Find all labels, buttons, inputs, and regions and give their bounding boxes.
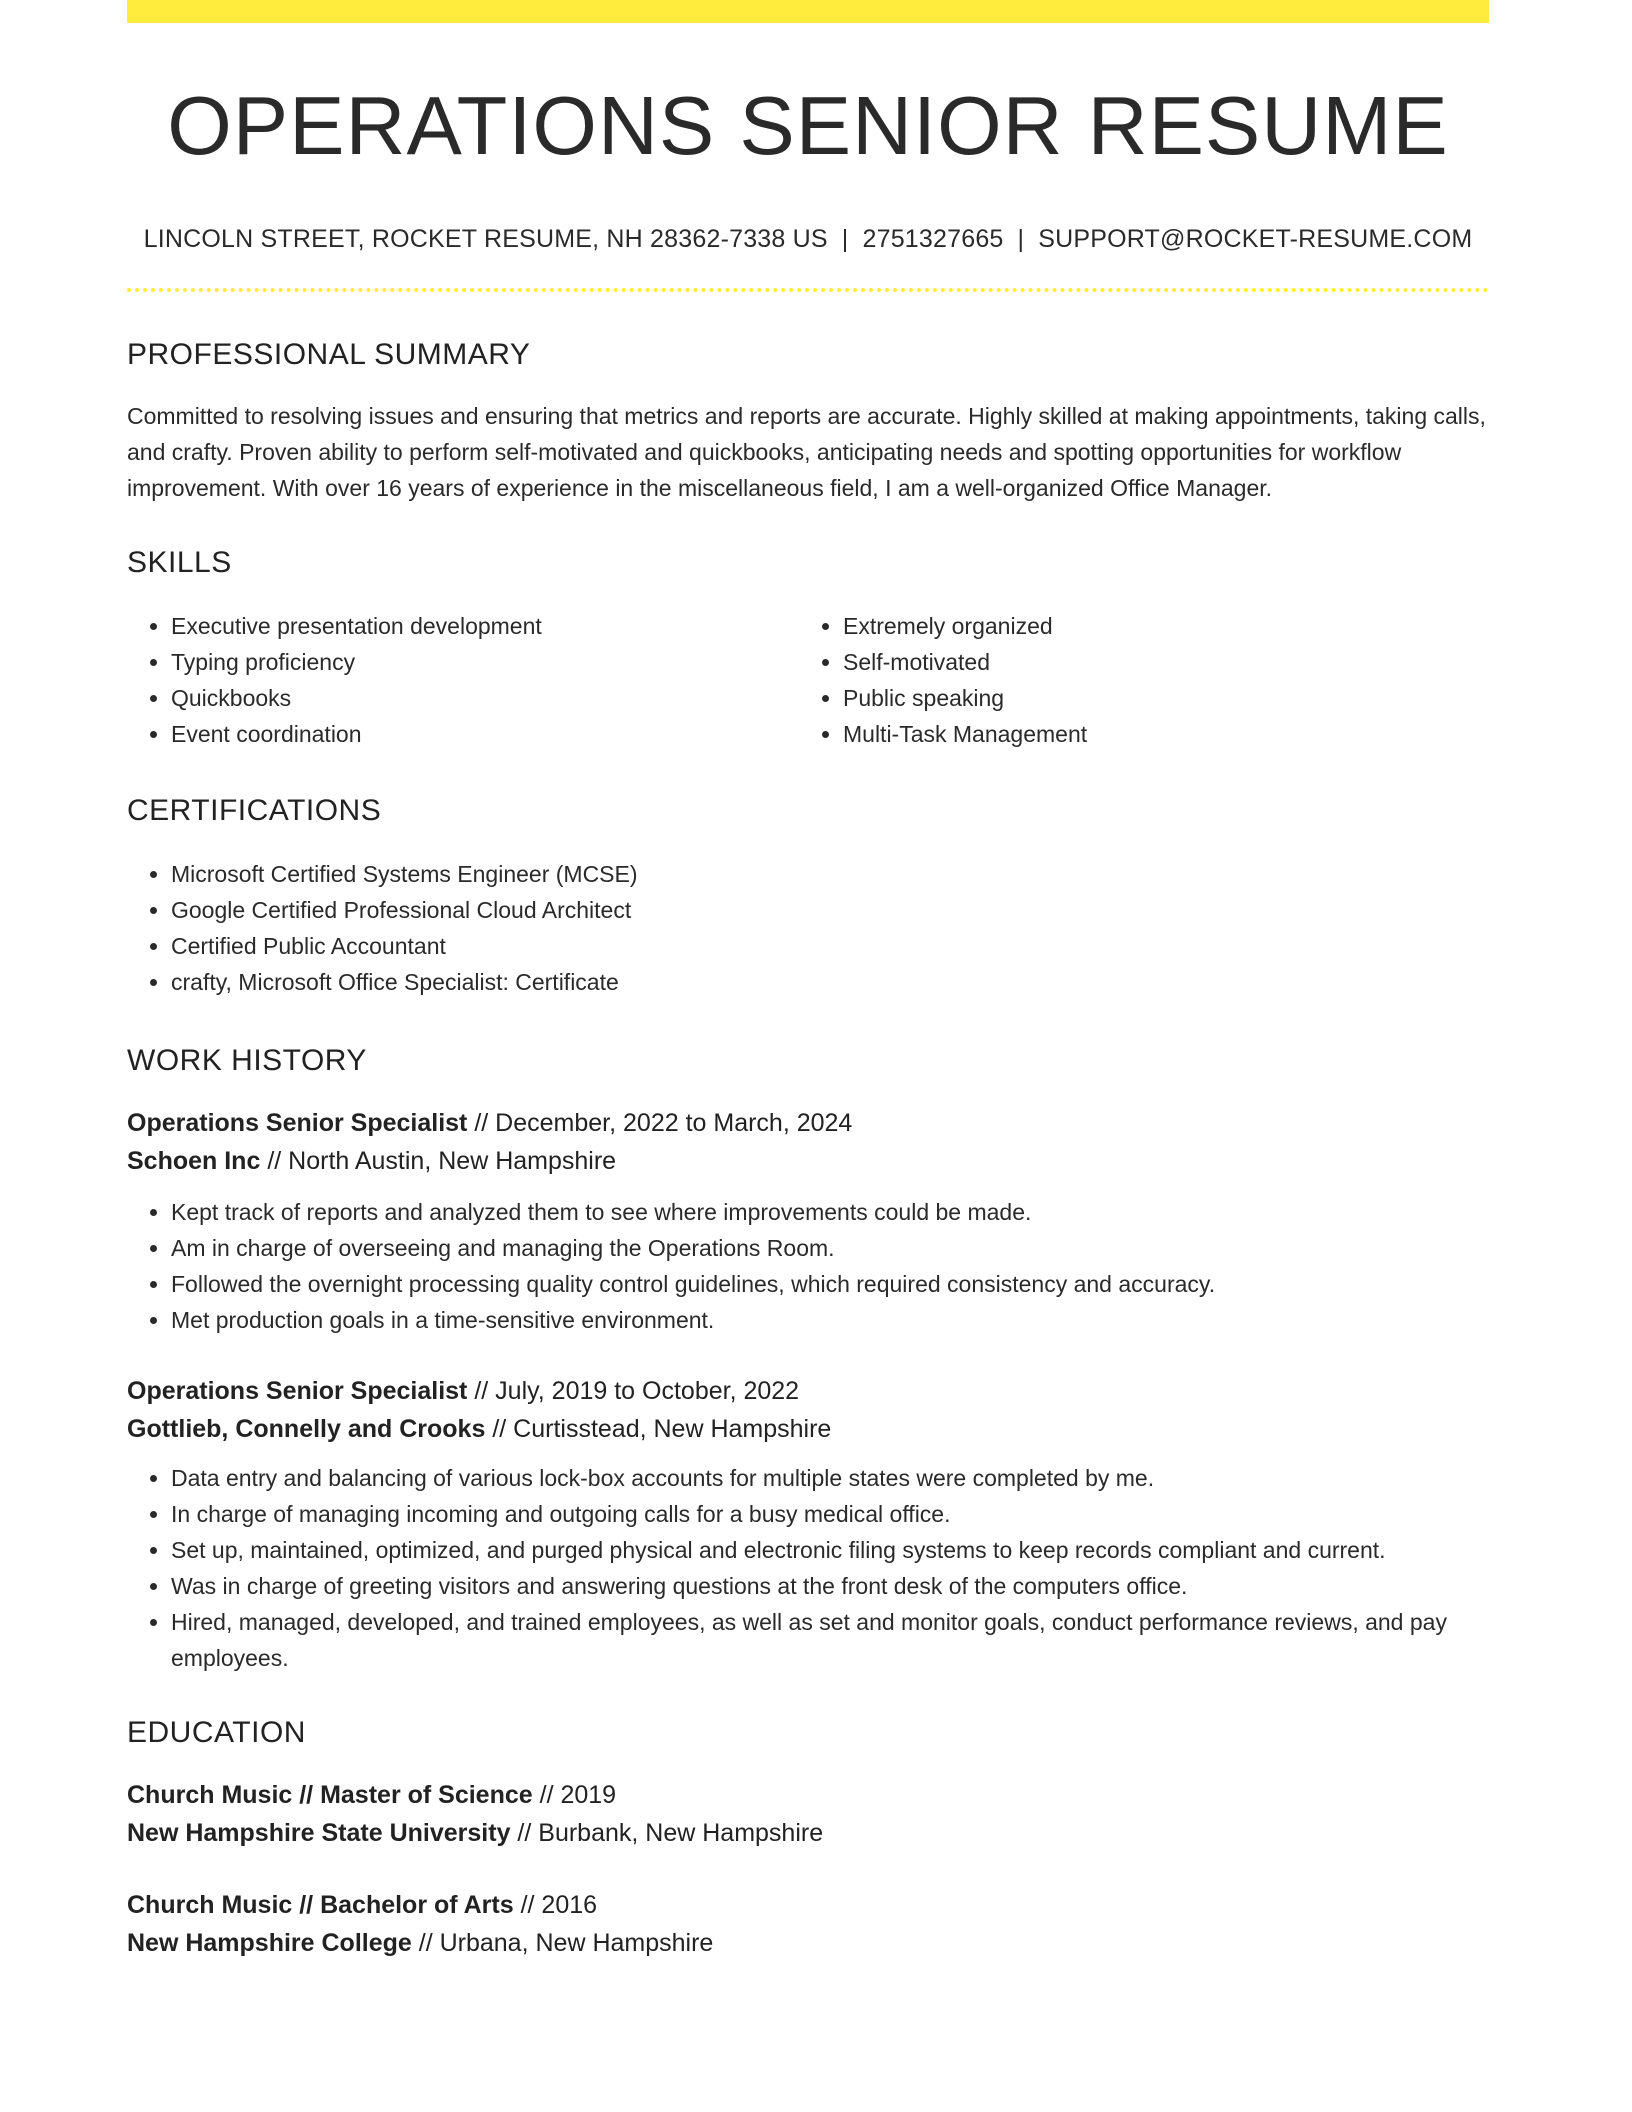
job-bullets — [127, 1460, 1489, 1676]
certification-item: • crafty, Microsoft Office Specialist: Certificate — [171, 964, 1489, 1000]
skills-column-left — [127, 608, 799, 752]
skill-item: • Public speaking — [843, 680, 1471, 716]
education-degree: Church Music // Bachelor of Arts — [127, 1891, 514, 1920]
education-location: // Urbana, New Hampshire — [411, 1929, 714, 1958]
education-entry — [127, 1776, 1489, 1852]
top-accent-bar — [127, 0, 1489, 23]
job-entry — [127, 1372, 1489, 1676]
section-title-certifications: CERTIFICATIONS — [127, 794, 382, 828]
job-bullet: • Followed the overnight processing quality control guidelines, which required consistency and accuracy. — [171, 1266, 1489, 1302]
skill-item: • Event coordination — [171, 716, 799, 752]
contact-separator: | — [841, 225, 849, 254]
education-school-line — [127, 1814, 1489, 1852]
job-dates: // December, 2022 to March, 2024 — [467, 1109, 853, 1138]
contact-email: SUPPORT@ROCKET-RESUME.COM — [1038, 225, 1473, 254]
resume-title: OPERATIONS SENIOR RESUME — [167, 79, 1449, 172]
skill-item: • Executive presentation development — [171, 608, 799, 644]
skill-item: • Multi-Task Management — [843, 716, 1471, 752]
job-bullet: • In charge of managing incoming and outgoing calls for a busy medical office. — [171, 1496, 1489, 1532]
job-role-line — [127, 1372, 1489, 1410]
job-role: Operations Senior Specialist — [127, 1377, 468, 1406]
job-bullet: • Set up, maintained, optimized, and purged physical and electronic filing systems to keep records compliant and current. — [171, 1532, 1489, 1568]
job-bullet: • Am in charge of overseeing and managing the Operations Room. — [171, 1230, 1489, 1266]
resume-page — [127, 0, 1489, 1962]
job-bullet: • Data entry and balancing of various lock-box accounts for multiple states were completed by me. — [171, 1460, 1489, 1496]
job-location: // North Austin, New Hampshire — [260, 1147, 617, 1176]
education-year: // 2016 — [513, 1891, 598, 1920]
job-role: Operations Senior Specialist — [127, 1109, 468, 1138]
job-company: Gottlieb, Connelly and Crooks — [127, 1415, 486, 1444]
skill-item: • Extremely organized — [843, 608, 1471, 644]
certification-item: • Microsoft Certified Systems Engineer (MCSE) — [171, 856, 1489, 892]
certification-item: • Certified Public Accountant — [171, 928, 1489, 964]
contact-line — [127, 225, 1489, 254]
job-location: // Curtisstead, New Hampshire — [485, 1415, 832, 1444]
education-location: // Burbank, New Hampshire — [510, 1819, 824, 1848]
contact-address: LINCOLN STREET, ROCKET RESUME, NH 28362-7338 US — [143, 225, 828, 254]
education-school-line — [127, 1924, 1489, 1962]
job-bullets — [127, 1194, 1489, 1338]
education-school: New Hampshire State University — [127, 1819, 511, 1848]
education-degree-line — [127, 1886, 1489, 1924]
section-title-work-history: WORK HISTORY — [127, 1044, 367, 1078]
education-degree: Church Music // Master of Science — [127, 1781, 533, 1810]
job-entry — [127, 1104, 1489, 1338]
skills-column-right — [799, 608, 1471, 752]
job-dates: // July, 2019 to October, 2022 — [467, 1377, 800, 1406]
section-title-summary: PROFESSIONAL SUMMARY — [127, 338, 531, 372]
job-role-line — [127, 1104, 1489, 1142]
certification-item: • Google Certified Professional Cloud Architect — [171, 892, 1489, 928]
dotted-divider — [127, 288, 1489, 292]
contact-separator: | — [1017, 225, 1025, 254]
section-title-skills: SKILLS — [127, 546, 232, 580]
job-company-line — [127, 1410, 1489, 1448]
section-title-education: EDUCATION — [127, 1716, 306, 1750]
job-bullet: • Hired, managed, developed, and trained employees, as well as set and monitor goals, conduct performance reviews, and pay employees. — [171, 1604, 1489, 1676]
skills-grid — [127, 608, 1489, 752]
skill-item: • Self-motivated — [843, 644, 1471, 680]
education-entry — [127, 1886, 1489, 1962]
job-bullet: • Kept track of reports and analyzed them to see where improvements could be made. — [171, 1194, 1489, 1230]
job-company: Schoen Inc — [127, 1147, 261, 1176]
education-degree-line — [127, 1776, 1489, 1814]
education-year: // 2019 — [532, 1781, 617, 1810]
skill-item: • Quickbooks — [171, 680, 799, 716]
summary-text: Committed to resolving issues and ensuring that metrics and reports are accurate. Highly skilled at making appointments, taking calls, and crafty. Proven ability to perform self-motivated and quickbooks, anticipating needs and spotting opportunities for workflow improvement. With over 16 years of experience in the miscellaneous field, I am a well-organized Office Manager. — [127, 403, 1486, 502]
education-school: New Hampshire College — [127, 1929, 412, 1958]
skill-item: • Typing proficiency — [171, 644, 799, 680]
contact-phone: 2751327665 — [862, 225, 1004, 254]
job-bullet: • Was in charge of greeting visitors and answering questions at the front desk of the computers office. — [171, 1568, 1489, 1604]
job-company-line — [127, 1142, 1489, 1180]
certifications-list — [127, 856, 1489, 1000]
job-bullet: • Met production goals in a time-sensitive environment. — [171, 1302, 1489, 1338]
